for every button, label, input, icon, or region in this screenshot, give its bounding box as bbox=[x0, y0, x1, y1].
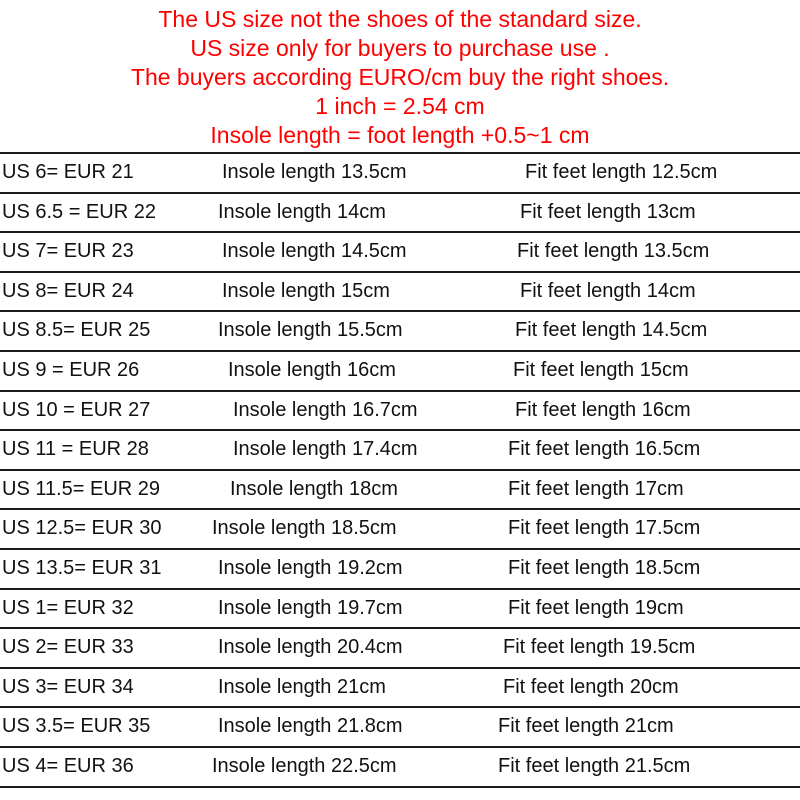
us-eur-size: US 6.5 = EUR 22 bbox=[2, 201, 156, 223]
insole-length: Insole length 16.7cm bbox=[233, 399, 418, 421]
us-eur-size: US 6= EUR 21 bbox=[2, 161, 134, 183]
us-eur-size: US 4= EUR 36 bbox=[2, 755, 134, 777]
fit-feet-length: Fit feet length 17.5cm bbox=[508, 517, 701, 539]
insole-length: Insole length 14cm bbox=[218, 201, 386, 223]
fit-feet-length: Fit feet length 17cm bbox=[508, 478, 684, 500]
us-eur-size: US 9 = EUR 26 bbox=[2, 359, 140, 381]
size-row bbox=[0, 311, 800, 349]
size-row bbox=[0, 707, 800, 745]
size-row bbox=[0, 430, 800, 468]
us-eur-size: US 2= EUR 33 bbox=[2, 636, 134, 658]
size-row bbox=[0, 470, 800, 508]
fit-feet-length: Fit feet length 15cm bbox=[513, 359, 689, 381]
size-row bbox=[0, 668, 800, 706]
notice-line-1: The US size not the shoes of the standard size. bbox=[158, 6, 642, 32]
notice-line-4: 1 inch = 2.54 cm bbox=[315, 93, 485, 119]
insole-length: Insole length 19.7cm bbox=[218, 597, 403, 619]
fit-feet-length: Fit feet length 19cm bbox=[508, 597, 684, 619]
insole-length: Insole length 15.5cm bbox=[218, 319, 403, 341]
us-eur-size: US 8= EUR 24 bbox=[2, 280, 134, 302]
notice-line-3: The buyers according EURO/cm buy the right shoes. bbox=[130, 64, 670, 90]
size-row bbox=[0, 628, 800, 666]
fit-feet-length: Fit feet length 18.5cm bbox=[508, 557, 701, 579]
fit-feet-length: Fit feet length 16.5cm bbox=[508, 438, 701, 460]
insole-length: Insole length 21cm bbox=[218, 676, 386, 698]
fit-feet-length: Fit feet length 13.5cm bbox=[517, 240, 710, 262]
us-eur-size: US 10 = EUR 27 bbox=[2, 399, 151, 421]
insole-length: Insole length 18cm bbox=[230, 478, 398, 500]
fit-feet-length: Fit feet length 20cm bbox=[503, 676, 679, 698]
us-eur-size: US 3.5= EUR 35 bbox=[2, 715, 151, 737]
size-row bbox=[0, 232, 800, 270]
fit-feet-length: Fit feet length 19.5cm bbox=[503, 636, 696, 658]
insole-length: Insole length 14.5cm bbox=[222, 240, 407, 262]
notice-line-2: US size only for buyers to purchase use . bbox=[190, 35, 610, 61]
us-eur-size: US 12.5= EUR 30 bbox=[2, 517, 162, 539]
insole-length: Insole length 20.4cm bbox=[218, 636, 403, 658]
us-eur-size: US 8.5= EUR 25 bbox=[2, 319, 151, 341]
us-eur-size: US 1= EUR 32 bbox=[2, 597, 134, 619]
notice-line-5: Insole length = foot length +0.5~1 cm bbox=[210, 122, 590, 148]
fit-feet-length: Fit feet length 12.5cm bbox=[525, 161, 718, 183]
insole-length: Insole length 18.5cm bbox=[212, 517, 397, 539]
size-row bbox=[0, 193, 800, 231]
size-row bbox=[0, 391, 800, 429]
insole-length: Insole length 13.5cm bbox=[222, 161, 407, 183]
insole-length: Insole length 22.5cm bbox=[212, 755, 397, 777]
insole-length: Insole length 21.8cm bbox=[218, 715, 403, 737]
fit-feet-length: Fit feet length 16cm bbox=[515, 399, 691, 421]
size-row bbox=[0, 153, 800, 191]
fit-feet-length: Fit feet length 14.5cm bbox=[515, 319, 708, 341]
fit-feet-length: Fit feet length 21.5cm bbox=[498, 755, 691, 777]
us-eur-size: US 11.5= EUR 29 bbox=[2, 478, 161, 500]
fit-feet-length: Fit feet length 13cm bbox=[520, 201, 696, 223]
fit-feet-length: Fit feet length 14cm bbox=[520, 280, 696, 302]
size-row bbox=[0, 589, 800, 627]
row-divider bbox=[0, 786, 800, 788]
us-eur-size: US 7= EUR 23 bbox=[2, 240, 134, 262]
size-row bbox=[0, 747, 800, 785]
size-row bbox=[0, 351, 800, 389]
insole-length: Insole length 17.4cm bbox=[233, 438, 418, 460]
size-row bbox=[0, 272, 800, 310]
us-eur-size: US 3= EUR 34 bbox=[2, 676, 134, 698]
us-eur-size: US 13.5= EUR 31 bbox=[2, 557, 162, 579]
size-row bbox=[0, 509, 800, 547]
fit-feet-length: Fit feet length 21cm bbox=[498, 715, 674, 737]
size-row bbox=[0, 549, 800, 587]
insole-length: Insole length 15cm bbox=[222, 280, 390, 302]
insole-length: Insole length 19.2cm bbox=[218, 557, 403, 579]
insole-length: Insole length 16cm bbox=[228, 359, 396, 381]
us-eur-size: US 11 = EUR 28 bbox=[2, 438, 149, 460]
